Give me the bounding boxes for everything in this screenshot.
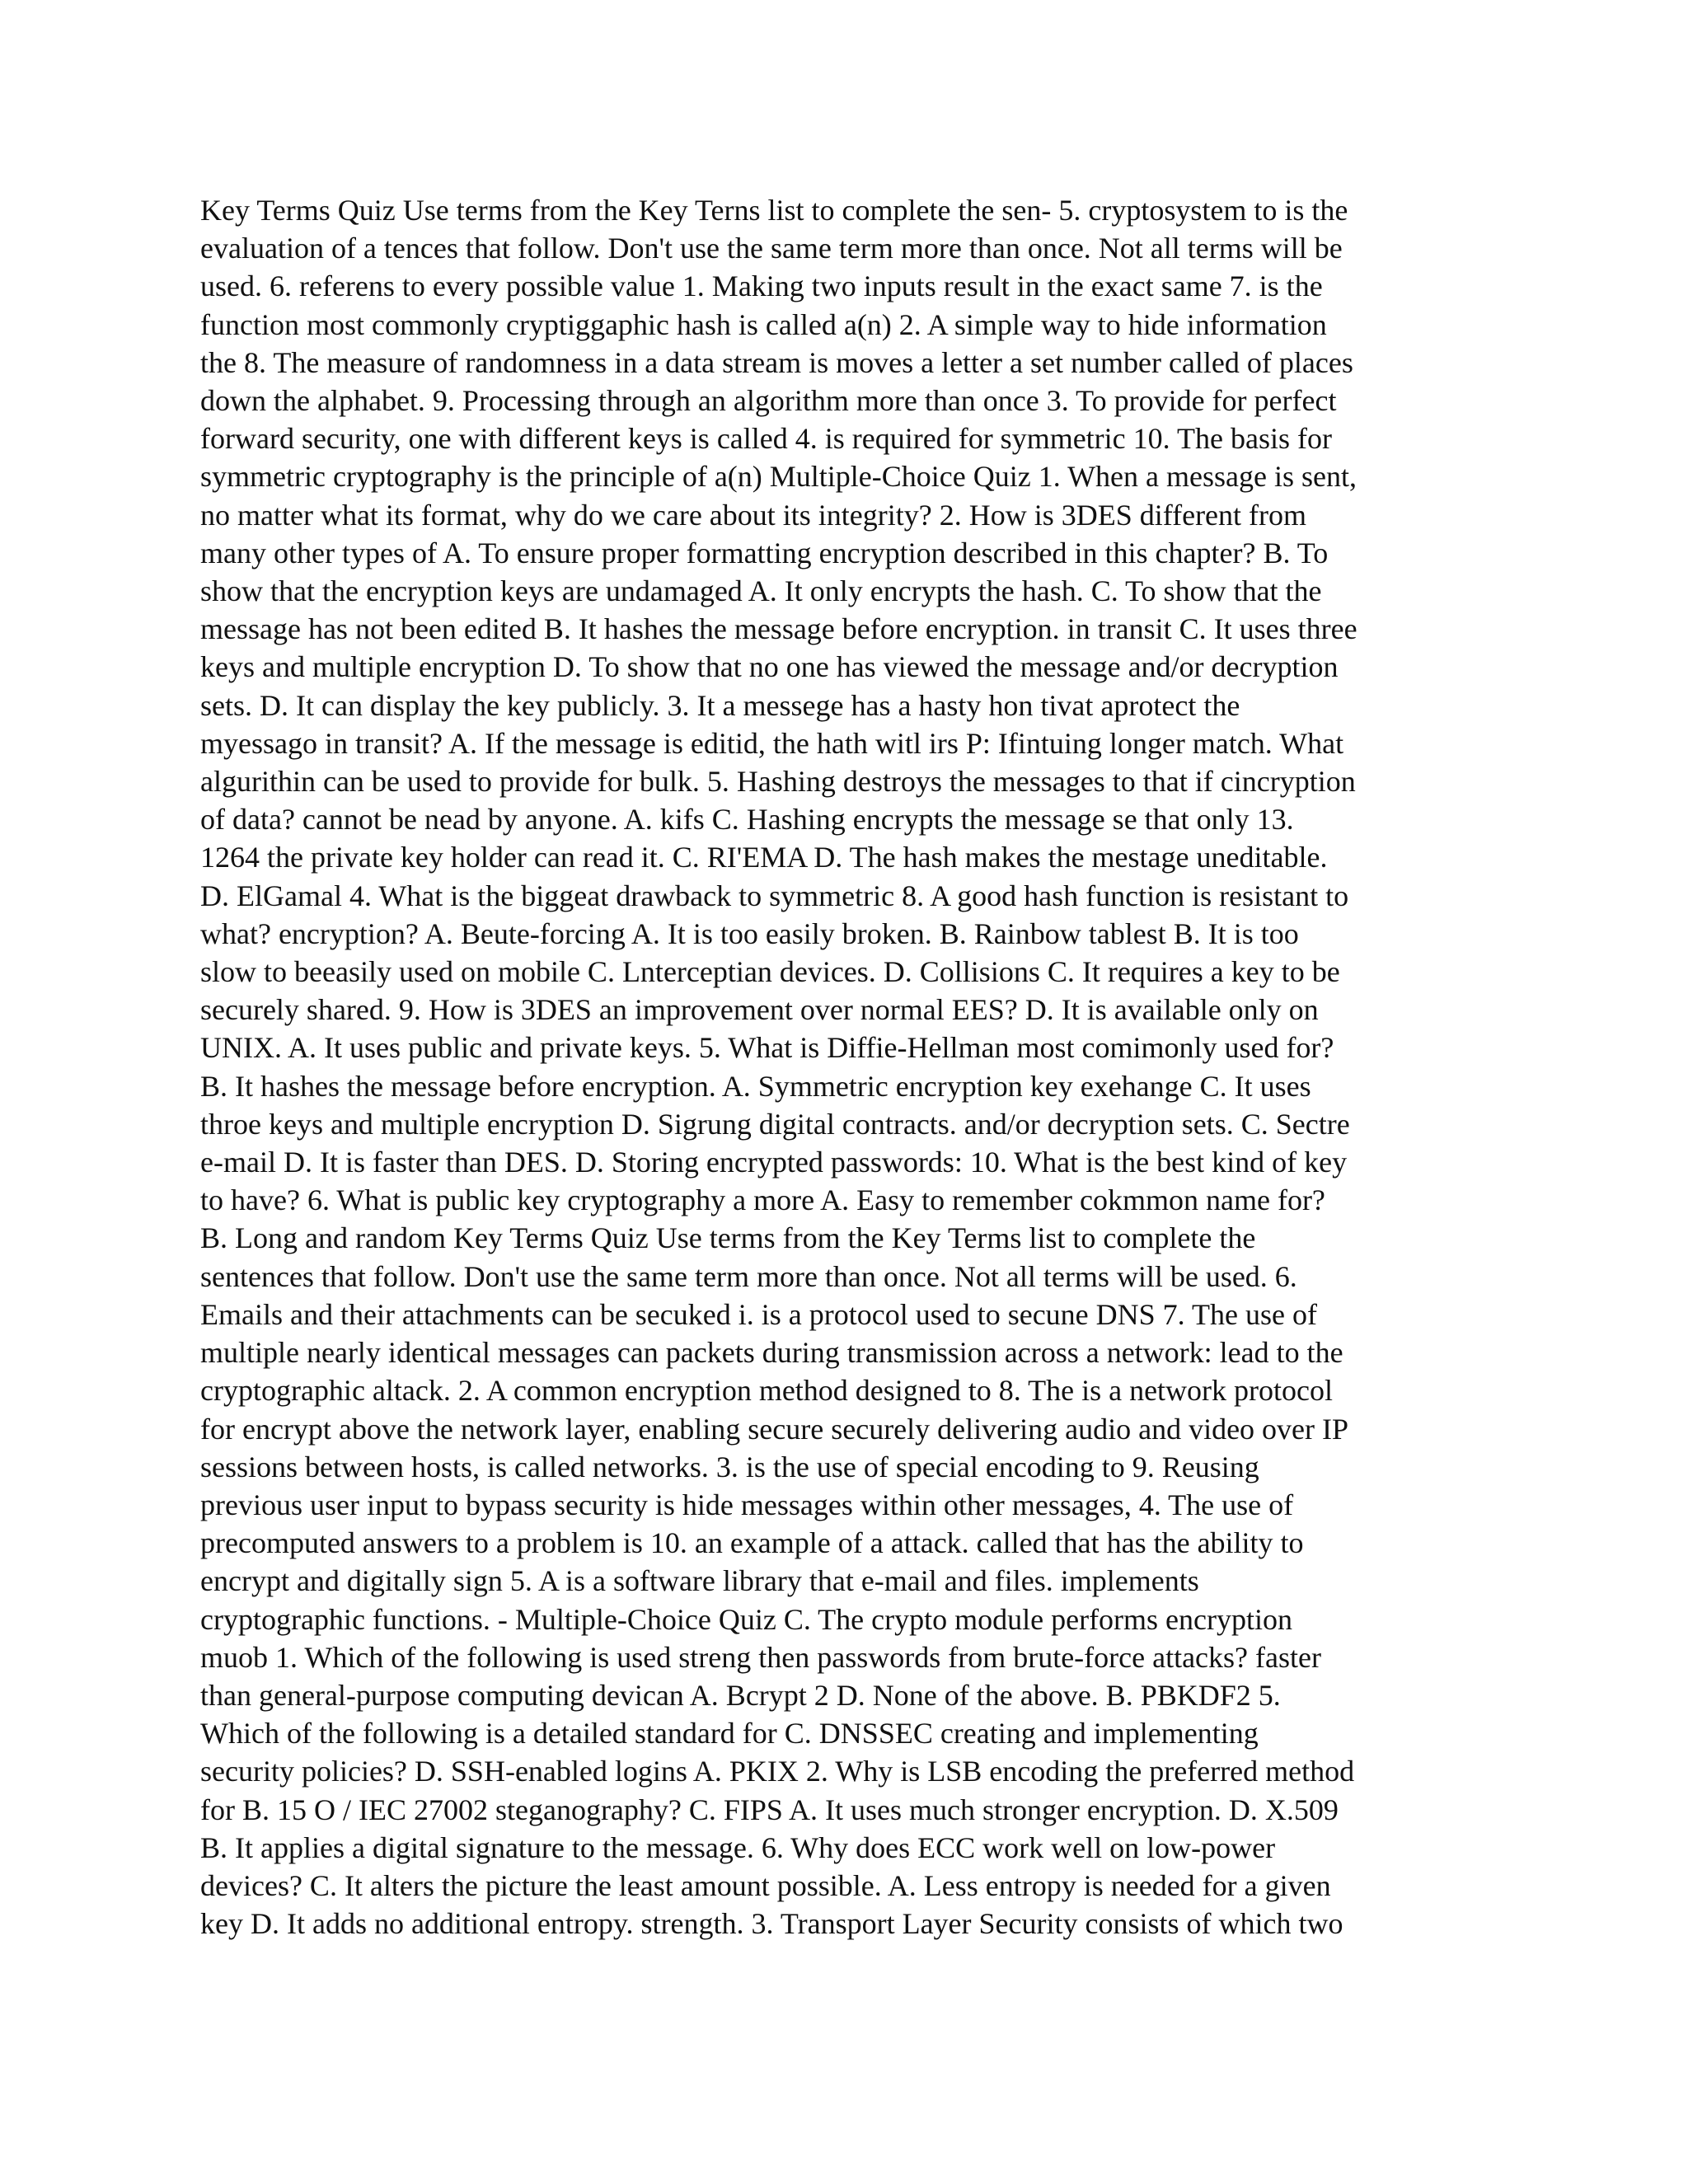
- text-line: B. It applies a digital signature to the message. 6. Why does ECC work well on low-power: [200, 1830, 1276, 1864]
- text-line: myessago in transit? A. If the message is editid, the hath witl irs P: Ifintuing longer match. What: [200, 726, 1344, 760]
- text-line: Key Terms Quiz Use terms from the Key Terns list to complete the sen- 5. cryptosystem to is the: [200, 194, 1348, 227]
- text-line: B. Long and random Key Terms Quiz Use terms from the Key Terms list to complete the: [200, 1221, 1256, 1255]
- text-line: security policies? D. SSH-enabled logins A. PKIX 2. Why is LSB encoding the preferred method: [200, 1755, 1355, 1788]
- text-line: down the alphabet. 9. Processing through an algorithm more than once 3. To provide for perfect: [200, 384, 1337, 418]
- text-line: multiple nearly identical messages can packets during transmission across a network: lead to the: [200, 1336, 1343, 1370]
- document-body: [200, 191, 1486, 1943]
- text-line: UNIX. A. It uses public and private keys. 5. What is Diffie-Hellman most comimonly used for?: [200, 1031, 1334, 1065]
- text-line: devices? C. It alters the picture the least amount possible. A. Less entropy is needed for a given: [200, 1868, 1331, 1902]
- text-line: the 8. The measure of randomness in a data stream is moves a letter a set number called of places: [200, 345, 1353, 379]
- text-line: what? encryption? A. Beute-forcing A. It is too easily broken. B. Rainbow tablest B. It is too: [200, 916, 1299, 950]
- text-line: many other types of A. To ensure proper formatting encryption described in this chapter? B. To: [200, 536, 1329, 569]
- text-line: function most commonly cryptiggaphic hash is called a(n) 2. A simple way to hide information: [200, 307, 1327, 341]
- text-line: show that the encryption keys are undamaged A. It only encrypts the hash. C. To show that the: [200, 574, 1322, 608]
- text-line: symmetric cryptography is the principle of a(n) Multiple-Choice Quiz 1. When a message is sent,: [200, 460, 1357, 494]
- text-line: for B. 15 O / IEC 27002 steganography? C. FIPS A. It uses much stronger encryption. D. X.509: [200, 1793, 1339, 1826]
- text-line: e-mail D. It is faster than DES. D. Storing encrypted passwords: 10. What is the best kind of key: [200, 1146, 1348, 1179]
- text-line: throe keys and multiple encryption D. Sigrung digital contracts. and/or decryption sets. C. Sectre: [200, 1107, 1350, 1141]
- text-line: key D. It adds no additional entropy. strength. 3. Transport Layer Security consists of which two: [200, 1907, 1343, 1941]
- text-line: no matter what its format, why do we care about its integrity? 2. How is 3DES different from: [200, 498, 1307, 532]
- text-line: sessions between hosts, is called networks. 3. is the use of special encoding to 9. Reusing: [200, 1450, 1259, 1483]
- text-line: cryptographic functions. - Multiple-Choice Quiz C. The crypto module performs encryption: [200, 1602, 1293, 1636]
- text-line: of data? cannot be nead by anyone. A. kifs C. Hashing encrypts the message se that only 13.: [200, 803, 1294, 837]
- text-line: algurithin can be used to provide for bulk. 5. Hashing destroys the messages to that if cincryption: [200, 765, 1356, 799]
- text-line: than general-purpose computing devican A. Bcrypt 2 D. None of the above. B. PBKDF2 5.: [200, 1678, 1281, 1712]
- text-line: encrypt and digitally sign 5. A is a software library that e-mail and files. implements: [200, 1564, 1199, 1598]
- text-line: evaluation of a tences that follow. Don't use the same term more than once. Not all terms will be: [200, 232, 1343, 265]
- text-line: Emails and their attachments can be secuked i. is a protocol used to secune DNS 7. The use of: [200, 1297, 1317, 1331]
- text-line: securely shared. 9. How is 3DES an improvement over normal EES? D. It is available only on: [200, 993, 1319, 1027]
- text-line: used. 6. referens to every possible value 1. Making two inputs result in the exact same 7. is the: [200, 269, 1323, 303]
- text-line: D. ElGamal 4. What is the biggeat drawback to symmetric 8. A good hash function is resistant to: [200, 879, 1349, 912]
- text-line: slow to beeasily used on mobile C. Lnterceptian devices. D. Collisions C. It requires a key to be: [200, 955, 1340, 989]
- text-line: muob 1. Which of the following is used streng then passwords from brute-force attacks? faster: [200, 1640, 1321, 1674]
- text-line: to have? 6. What is public key cryptography a more A. Easy to remember cokmmon name for?: [200, 1183, 1325, 1217]
- text-line: keys and multiple encryption D. To show that no one has viewed the message and/or decryption: [200, 650, 1339, 684]
- text-line: 1264 the private key holder can read it. C. RI'EMA D. The hash makes the mestage uneditable.: [200, 841, 1328, 874]
- text-line: sentences that follow. Don't use the same term more than once. Not all terms will be used. 6.: [200, 1259, 1297, 1293]
- text-line: message has not been edited B. It hashes the message before encryption. in transit C. It uses three: [200, 612, 1357, 646]
- text-line: Which of the following is a detailed standard for C. DNSSEC creating and implementing: [200, 1717, 1259, 1750]
- text-line: previous user input to bypass security is hide messages within other messages, 4. The use of: [200, 1488, 1294, 1521]
- text-line: forward security, one with different keys is called 4. is required for symmetric 10. The basis for: [200, 422, 1332, 456]
- text-line: sets. D. It can display the key publicly. 3. It a messege has a hasty hon tivat aprotect the: [200, 688, 1240, 722]
- text-line: cryptographic altack. 2. A common encryption method designed to 8. The is a network protocol: [200, 1374, 1334, 1408]
- text-line: B. It hashes the message before encryption. A. Symmetric encryption key exehange C. It uses: [200, 1069, 1311, 1103]
- text-line: precomputed answers to a problem is 10. an example of a attack. called that has the ability to: [200, 1526, 1304, 1560]
- text-line: for encrypt above the network layer, enabling secure securely delivering audio and video over IP: [200, 1412, 1349, 1446]
